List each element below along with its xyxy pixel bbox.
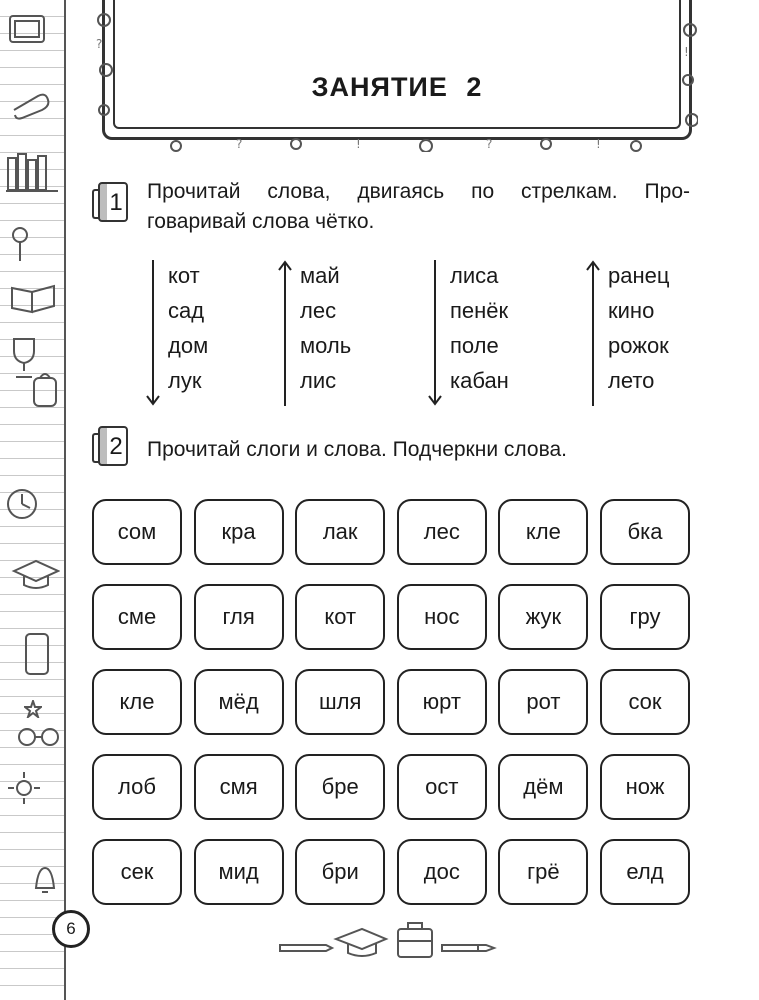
syllable-card[interactable]: кле xyxy=(92,669,182,735)
syllable-card[interactable]: нож xyxy=(600,754,690,820)
bell-icon xyxy=(30,860,60,896)
word-item: сад xyxy=(168,298,205,323)
syllable-card[interactable]: гля xyxy=(194,584,284,650)
syllable-card[interactable]: сом xyxy=(92,499,182,565)
syllable-card[interactable]: бри xyxy=(295,839,385,905)
down-arrow-icon xyxy=(146,258,160,408)
syllable-card[interactable]: грё xyxy=(498,839,588,905)
alarm-clock-icon xyxy=(2,480,42,524)
graduation-cap-icon xyxy=(10,555,60,595)
briefcase-icon xyxy=(398,923,432,957)
books-icon xyxy=(4,150,60,194)
syllable-card[interactable]: бре xyxy=(295,754,385,820)
syllable-card[interactable]: сок xyxy=(600,669,690,735)
backpack-icon xyxy=(30,370,60,410)
syllable-card[interactable]: смя xyxy=(194,754,284,820)
sun-icon xyxy=(6,770,42,806)
smartphone-icon xyxy=(22,630,52,678)
word-item: ранец xyxy=(608,263,670,288)
word-item: дом xyxy=(168,333,209,358)
page-number: 6 xyxy=(52,910,90,948)
left-decorative-strip xyxy=(0,0,66,1000)
svg-text:!: ! xyxy=(596,137,601,151)
tablet-icon xyxy=(6,12,50,52)
syllable-card[interactable]: жук xyxy=(498,584,588,650)
syllable-card[interactable]: лак xyxy=(295,499,385,565)
svg-text:?: ? xyxy=(96,37,103,51)
down-arrow-icon xyxy=(428,258,442,408)
up-arrow-icon xyxy=(278,258,292,408)
syllable-card[interactable]: гру xyxy=(600,584,690,650)
graduation-cap-icon xyxy=(336,929,386,956)
svg-text:!: ! xyxy=(356,137,361,151)
svg-text:?: ? xyxy=(236,137,243,151)
task-number-badge: 1 xyxy=(98,182,128,222)
star-icon xyxy=(24,700,42,718)
syllable-card[interactable]: кот xyxy=(295,584,385,650)
syllable-card[interactable]: кра xyxy=(194,499,284,565)
syllable-card[interactable]: дос xyxy=(397,839,487,905)
syllable-card[interactable]: дём xyxy=(498,754,588,820)
word-item: поле xyxy=(450,333,499,358)
syllable-card[interactable]: сек xyxy=(92,839,182,905)
syllable-card[interactable]: мид xyxy=(194,839,284,905)
word-item: лето xyxy=(608,368,655,393)
syllable-card[interactable]: лоб xyxy=(92,754,182,820)
syllable-card[interactable]: мёд xyxy=(194,669,284,735)
syllable-card[interactable]: елд xyxy=(600,839,690,905)
syllable-card[interactable]: бка xyxy=(600,499,690,565)
word-item: рожок xyxy=(608,333,669,358)
page-title: ЗАНЯТИЕ 2 xyxy=(311,72,483,102)
word-item: моль xyxy=(300,333,352,358)
word-item: май xyxy=(300,263,340,288)
glasses-icon xyxy=(16,725,62,749)
word-item: кино xyxy=(608,298,655,323)
word-item: лес xyxy=(300,298,337,323)
word-item: лиса xyxy=(450,263,499,288)
syllable-card[interactable]: рот xyxy=(498,669,588,735)
task-number-badge: 2 xyxy=(98,426,128,466)
word-item: кабан xyxy=(450,368,509,393)
word-item: лук xyxy=(168,368,202,393)
svg-text:?: ? xyxy=(486,137,493,151)
up-arrow-icon xyxy=(586,258,600,408)
syllable-card[interactable]: сме xyxy=(92,584,182,650)
word-item: лис xyxy=(300,368,337,393)
pen-icon xyxy=(280,945,332,951)
word-item: пенёк xyxy=(450,298,509,323)
syllable-card[interactable]: ост xyxy=(397,754,487,820)
syllable-card[interactable]: юрт xyxy=(397,669,487,735)
task2-instruction: Прочитай слоги и слова. Подчеркни слова. xyxy=(147,438,567,461)
footer-decoration xyxy=(278,915,498,965)
pencil-icon xyxy=(442,945,494,951)
pushpin-icon xyxy=(6,225,36,265)
task1-instruction-line1: Прочитай слова, двигаясь по стрелкам. Про- xyxy=(147,180,690,203)
syllable-card[interactable]: лес xyxy=(397,499,487,565)
paperclip-icon xyxy=(8,90,52,120)
svg-text:!: ! xyxy=(684,45,689,59)
task1-instruction-line2: говаривай слова чётко. xyxy=(147,210,375,233)
open-book-icon xyxy=(8,280,58,316)
syllable-card[interactable]: кле xyxy=(498,499,588,565)
word-item: кот xyxy=(168,263,200,288)
syllable-card[interactable]: шля xyxy=(295,669,385,735)
syllable-card[interactable]: нос xyxy=(397,584,487,650)
